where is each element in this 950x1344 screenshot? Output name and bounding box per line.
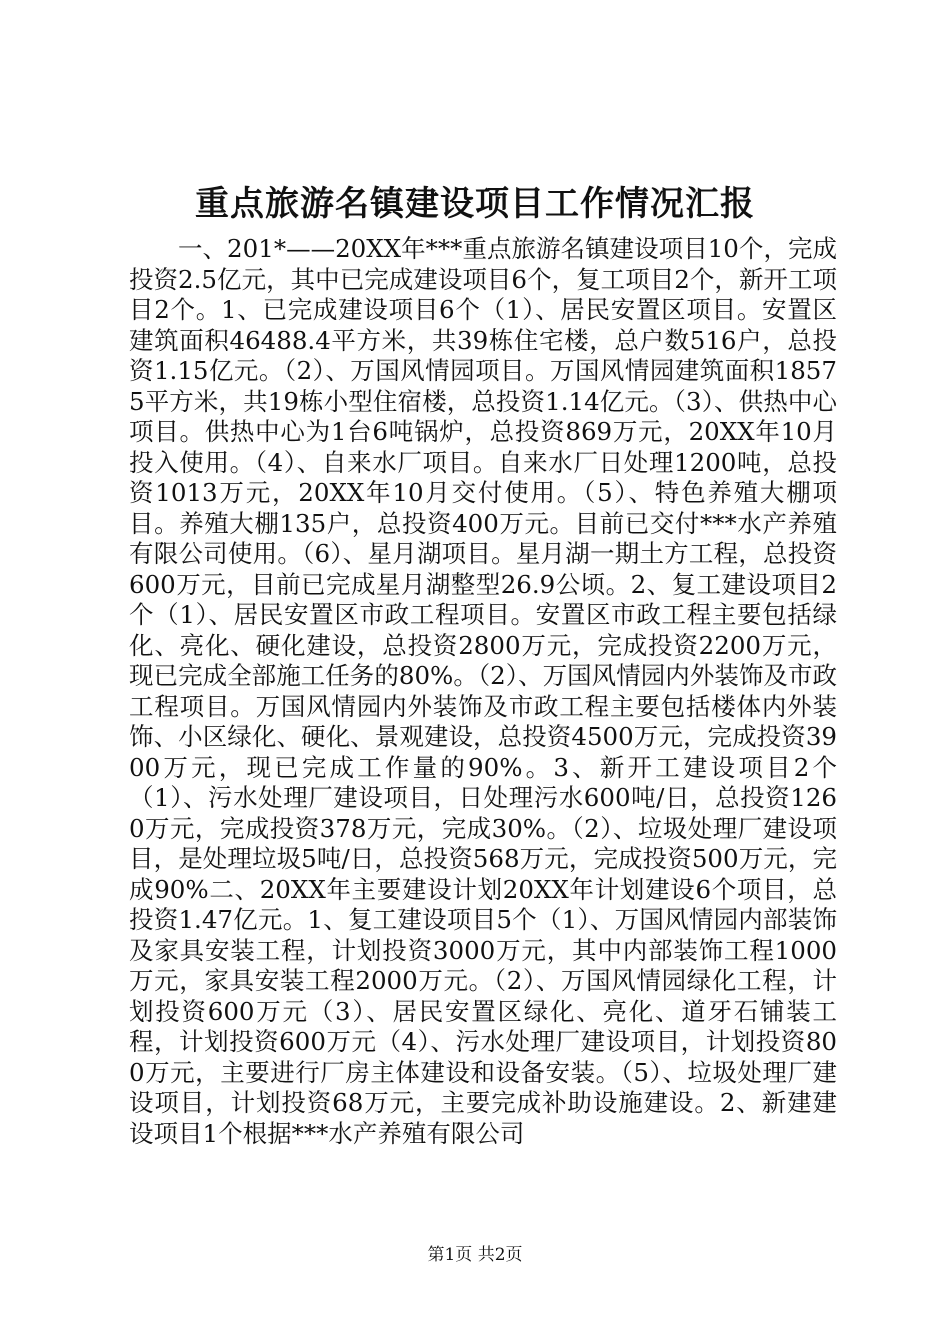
document-body: 一、201*——20XX年***重点旅游名镇建设项目10个，完成投资2.5亿元，其中已完成建设项目6个，复工项目2个，新开工项目2个。1、已完成建设项目6个（1）、居民安置区项目。安置区建筑面积46488.4平方米，共39栋住宅楼，总户数516户，总投资1.15亿元。（2）、万国风情园项目。万国风情园建筑面积18575平方米，共19栋小型住宿楼，总投资1.14亿元。（3）、供热中心项目。供热中心为1台6吨锅炉，总投资869万元，20XX年10月投入使用。（4）、自来水厂项目。自来水厂日处理1200吨，总投资1013万元，20XX年10月交付使用。（5）、特色养殖大棚项目。养殖大棚135户，总投资400万元。目前已交付***水产养殖有限公司使用。（6）、星月湖项目。星月湖一期土方工程，总投资600万元，目前已完成星月湖整型26.9公顷。2、复工建设项目2个（1）、居民安置区市政工程项目。安置区市政工程主要包括绿化、亮化、硬化建设，总投资2800万元，完成投资2200万元，现已完成全部施工任务的80%。（2）、万国风情园内外装饰及市政工程项目。万国风情园内外装饰及市政工程主要包括楼体内外装饰、小区绿化、硬化、景观建设，总投资4500万元，完成投资3900万元，现已完成工作量的90%。3、新开工建设项目2个（1）、污水处理厂建设项目，日处理污水600吨/日，总投资1260万元，完成投资378万元，完成30%。（2）、垃圾处理厂建设项目，是处理垃圾5吨/日，总投资568万元，完成投资500万元，完成90%二、20XX年主要建设计划20XX年计划建设6个项目，总投资1.47亿元。1、复工建设项目5个（1）、万国风情园内部装饰及家具安装工程，计划投资3000万元，其中内部装饰工程1000万元，家具安装工程2000万元。（2）、万国风情园绿化工程，计划投资600万元（3）、居民安置区绿化、亮化、道牙石铺装工程，计划投资600万元（4）、污水处理厂建设项目，计划投资800万元，主要进行厂房主体建设和设备安装。（5）、垃圾处理厂建设项目，计划投资68万元，主要完成补助设施建设。2、新建建设项目1个根据***水产养殖有限公司 [129,234,837,1148]
page-footer: 第1页 共2页 [427,1245,523,1265]
document-title: 重点旅游名镇建设项目工作情况汇报 [195,184,755,224]
